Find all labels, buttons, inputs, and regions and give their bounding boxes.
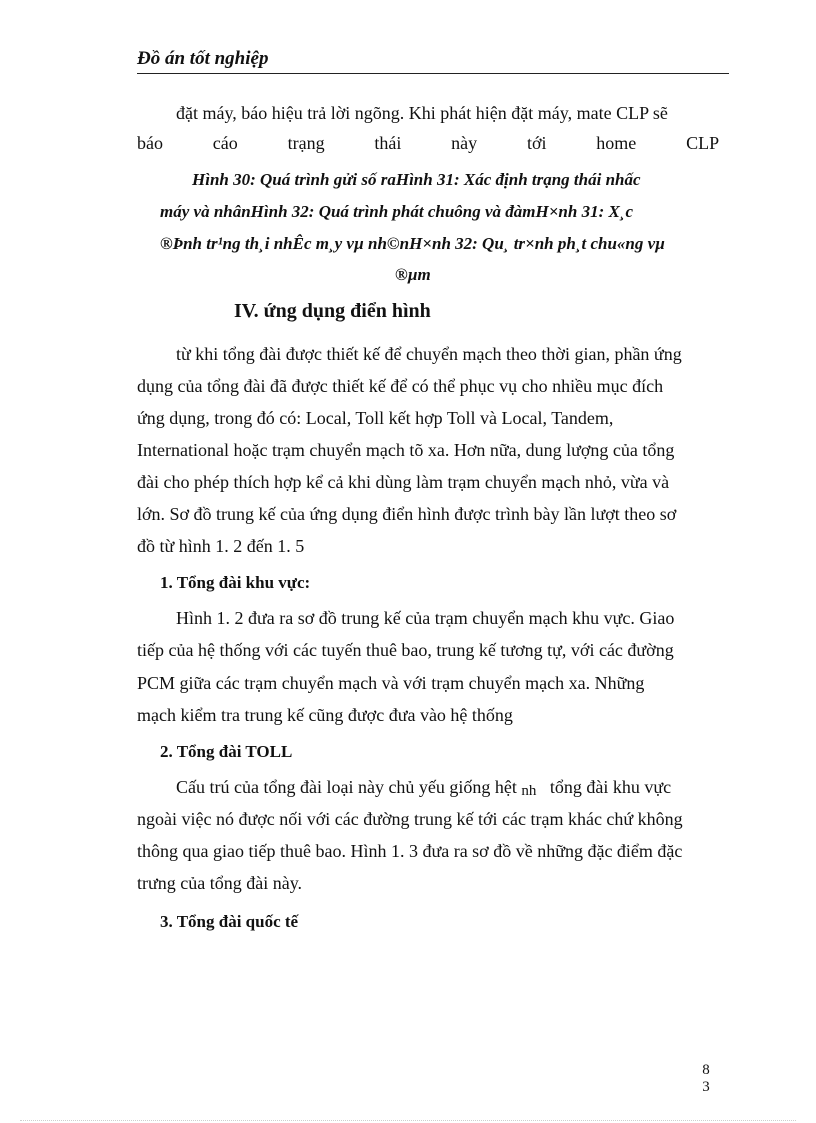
intro-word: cáo — [212, 133, 238, 153]
sub1-para-line: tiếp của hệ thống với các tuyến thuê bao, trung kế tương tự, với các đường — [137, 640, 674, 660]
sub2-text: tổng đài khu vực — [536, 777, 672, 797]
sub1-para-line: mạch kiểm tra trung kế cũng được đưa vào hệ thống — [137, 705, 513, 725]
figure-caption-line-2: máy và nhânHình 32: Quá trình phát chuông và đàmH×nh 31: X¸c — [160, 202, 634, 221]
figure-caption-line-1: Hình 30: Quá trình gửi số raHình 31: Xác định trạng thái nhấc — [192, 170, 641, 189]
intro-word: home — [596, 133, 637, 153]
subsection-heading-1: 1. Tổng đài khu vực: — [160, 573, 311, 592]
section-heading: IV. ứng dụng điển hình — [234, 300, 431, 322]
figure-caption-line-3: ®Þnh tr¹ng th¸i nhÊc m¸y vµ nh©nH×nh 32: Qu¸ tr×nh ph¸t chu«ng vµ — [160, 234, 665, 253]
page-number — [700, 1062, 712, 1096]
section-para-line: từ khi tổng đài được thiết kế để chuyển mạch theo thời gian, phần ứng — [176, 344, 682, 364]
intro-word: tới — [526, 133, 547, 153]
sub2-inline-fragment: nh — [521, 783, 537, 799]
header-divider — [137, 73, 729, 74]
intro-word: báo — [137, 133, 163, 153]
page-number-digit: 3 — [702, 1079, 710, 1095]
sub2-text: Cấu trú của tổng đài loại này chủ yếu giống hệt — [176, 777, 522, 797]
sub2-para-line — [176, 776, 671, 800]
sub1-para-line: PCM giữa các trạm chuyển mạch và với trạm chuyển mạch xa. Những — [137, 673, 645, 693]
sub1-para-line: Hình 1. 2 đưa ra sơ đồ trung kế của trạm chuyển mạch khu vực. Giao — [176, 608, 675, 628]
figure-caption-line-4: ®µm — [395, 265, 431, 284]
sub2-para-line: trưng của tổng đài này. — [137, 873, 303, 893]
sub2-para-line: ngoài việc nó được nối với các đường trung kế tới các trạm khác chứ không — [137, 809, 683, 829]
page-number-digit: 8 — [702, 1062, 710, 1078]
intro-line-2 — [137, 132, 719, 154]
page-bottom-border — [20, 1120, 796, 1121]
intro-word: thái — [374, 133, 402, 153]
document-header-title: Đồ án tốt nghiệp — [137, 48, 269, 69]
section-para-line: lớn. Sơ đồ trung kế của ứng dụng điển hình được trình bày lần lượt theo sơ — [137, 504, 677, 524]
subsection-heading-3: 3. Tổng đài quốc tế — [160, 912, 299, 931]
subsection-heading-2: 2. Tổng đài TOLL — [160, 742, 293, 761]
intro-line-1: đặt máy, báo hiệu trả lời ngõng. Khi phát hiện đặt máy, mate CLP sẽ — [176, 103, 668, 123]
intro-word: CLP — [686, 133, 720, 153]
section-para-line: International hoặc trạm chuyển mạch tõ xa. Hơn nữa, dung lượng của tổng — [137, 440, 675, 460]
section-para-line: đài cho phép thích hợp kể cả khi dùng làm trạm chuyển mạch nhỏ, vừa và — [137, 472, 670, 492]
section-para-line: ứng dụng, trong đó có: Local, Toll kết hợp Toll và Local, Tandem, — [137, 408, 614, 428]
section-para-line: đồ từ hình 1. 2 đến 1. 5 — [137, 536, 305, 556]
intro-word: trạng — [287, 133, 325, 153]
sub2-para-line: thông qua giao tiếp thuê bao. Hình 1. 3 đưa ra sơ đồ về những đặc điểm đặc — [137, 841, 683, 861]
intro-word: này — [451, 133, 478, 153]
section-para-line: dụng của tổng đài đã được thiết kế để có thể phục vụ cho nhiều mục đích — [137, 376, 664, 396]
